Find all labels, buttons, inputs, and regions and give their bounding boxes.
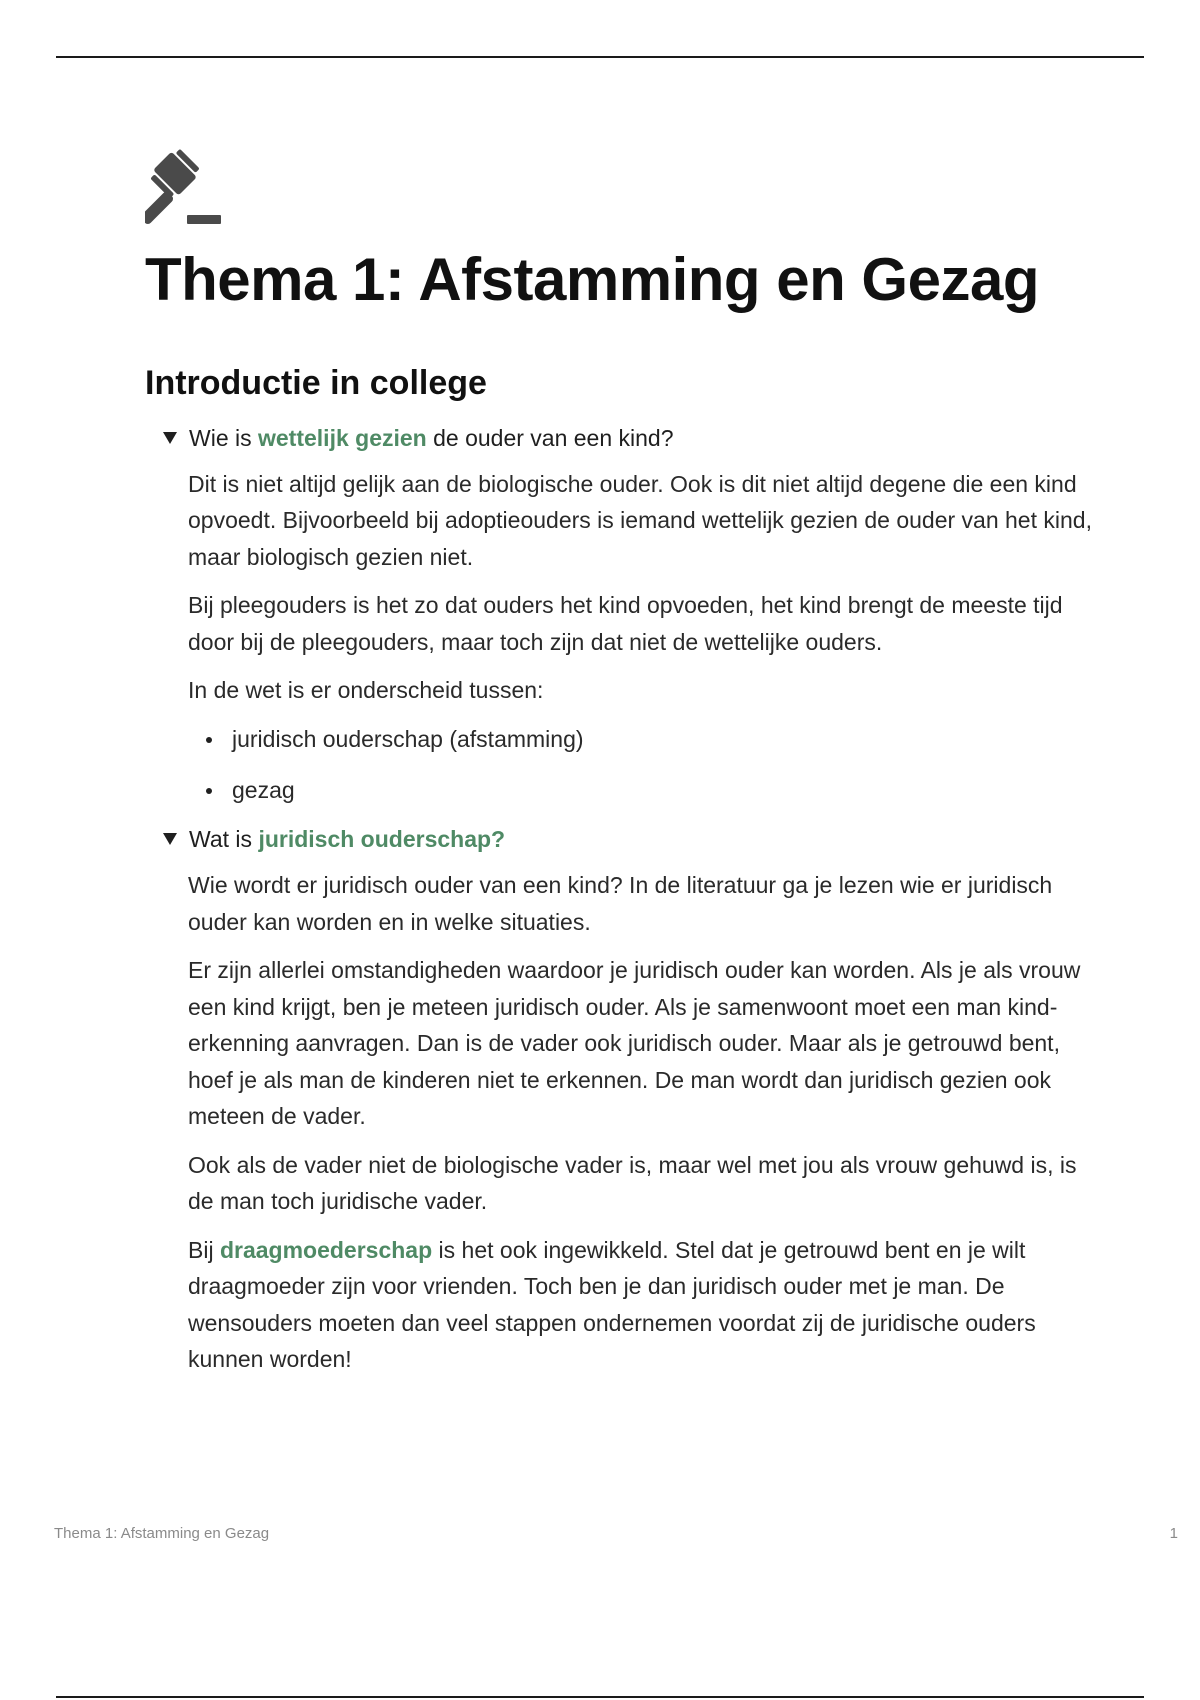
- toggle-summary-text: Wie is wettelijk gezien de ouder van een kind?: [189, 424, 674, 451]
- toggle-arrow-icon[interactable]: [163, 833, 177, 845]
- toggle-summary-text: Wat is juridisch ouderschap?: [189, 825, 506, 852]
- paragraph: Er zijn allerlei omstandigheden waardoor je juridisch ouder kan worden. Als je als vrouw een kind krijgt, ben je meteen juridisch ouder. Als je samenwoont moet een man kind-erkenning aanvragen. Dan is de vader ook juridisch ouder. Maar als je getrouwd bent, hoef je als man de kinderen niet te erkennen. De man wordt dan juridisch gezien ook meteen de vader.: [188, 957, 1081, 1130]
- highlight-text: juridisch ouderschap?: [258, 825, 506, 852]
- list-item: juridisch ouderschap (afstamming): [232, 721, 1095, 757]
- bottom-divider: [56, 1696, 1144, 1698]
- paragraph: Wie wordt er juridisch ouder van een kind? In de literatuur ga je lezen wie er juridisch ouder kan worden en in welke situaties.: [188, 872, 1053, 935]
- paragraph: Dit is niet altijd gelijk aan de biologische ouder. Ook is dit niet altijd degene die een kind opvoedt. Bijvoorbeeld bij adoptieouders is iemand wettelijk gezien de ouder van het kind, maar biologisch gezien niet.: [188, 470, 1092, 570]
- toggle-arrow-icon[interactable]: [163, 432, 177, 444]
- paragraph: In de wet is er onderscheid tussen:: [188, 677, 544, 704]
- toggle-block-wettelijk-ouder: [145, 422, 1095, 808]
- highlight-text: draagmoederschap: [219, 1236, 433, 1263]
- toggle-summary[interactable]: [145, 823, 1095, 855]
- page-number: 1: [1169, 1525, 1178, 1542]
- paragraph: Bij draagmoederschap is het ook ingewikkeld. Stel dat je getrouwd bent en je wilt draagmoeder zijn voor vrienden. Toch ben je dan juridisch ouder met je man. De wensouders moeten dan veel stappen ondernemen voordat zij de juridische ouders kunnen worden!: [188, 1236, 1036, 1373]
- page-title: Thema 1: Afstamming en Gezag: [145, 246, 1039, 313]
- toggle-body: [188, 867, 1095, 1378]
- toggle-body: [188, 466, 1095, 808]
- toggle-block-juridisch-ouderschap: [145, 823, 1095, 1378]
- page-footer: [54, 1525, 1178, 1542]
- footer-title: Thema 1: Afstamming en Gezag: [54, 1525, 270, 1542]
- bullet-list: [188, 721, 1095, 808]
- page-content: [145, 145, 1095, 1378]
- toggle-summary[interactable]: [145, 422, 1095, 454]
- top-divider: [56, 56, 1144, 58]
- highlight-text: wettelijk gezien: [258, 424, 427, 451]
- paragraph: Bij pleegouders is het zo dat ouders het kind opvoeden, het kind brengt de meeste tijd door bij de pleegouders, maar toch zijn dat niet de wettelijke ouders.: [188, 592, 1063, 655]
- paragraph: Ook als de vader niet de biologische vader is, maar wel met jou als vrouw gehuwd is, is de man toch juridische vader.: [188, 1151, 1077, 1215]
- gavel-icon: [145, 145, 229, 229]
- section-heading: Introductie in college: [145, 364, 487, 402]
- list-item: gezag: [232, 772, 1095, 808]
